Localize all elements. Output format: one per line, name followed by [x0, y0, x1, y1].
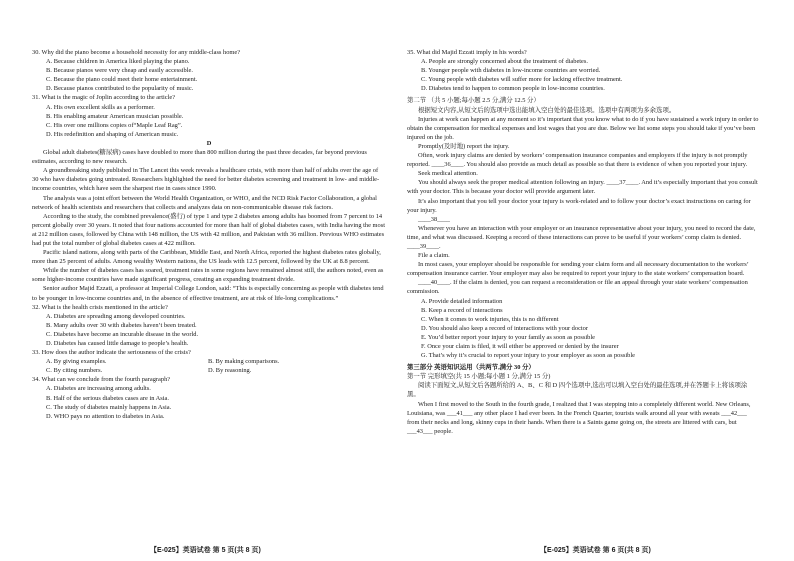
text-line: While the number of diabetes cases has soared, treatment rates in some regions have remained almost still, the authors noted, even as some higher-income countries have made significant progress, creating an expanding treatment divide. [32, 267, 384, 284]
text-line: 阅读下面短文,从短文后各题所给的 A、B、C 和 D 四个选项中,选出可以填入空白处的最佳选项,并在答题卡上将该项涂黑。 [407, 382, 748, 399]
answer-option: D. You should also keep a record of interactions with your doctor [421, 324, 589, 332]
text-line: 第一节 完形填空(共 15 小题;每小题 1 分,满分 15 分) [407, 373, 551, 381]
text-line: Seek medical attention. [418, 170, 478, 178]
text-line: It’s also important that you tell your doctor your injury is work-related and to follow your doctor’s exact instructions on caring for your injury. [407, 197, 751, 214]
answer-option: B. Because pianos were very cheap and easily accessible. [46, 67, 193, 75]
answer-option: C. Diabetes have become an incurable disease in the world. [46, 330, 199, 338]
option-pair [32, 357, 386, 366]
page-footer-left: 【E-025】英语试卷 第 5 页(共 8 页) [150, 547, 261, 554]
text-line: Often, work injury claims are denied by workers’ compensation insurance companies and employers if the injury is not promptly reported. ____36____. You should also provide as much detail as possible so that there is evidence of when you reported your injury. [407, 152, 748, 169]
text-line: 30. Why did the piano become a household necessity for any middle-class home? [32, 49, 241, 56]
answer-option: A. Diabetes are spreading among developed countries. [46, 312, 186, 320]
option-pair [32, 366, 386, 375]
text-line: ____40____. If the claim is denied, you can request a reconsideration or file an appeal through your state workers’ compensation commission. [407, 279, 748, 296]
text-line: 根据短文内容,从短文后的选项中选出能填入空白处的最佳选项。选项中有两项为多余选项。 [418, 106, 676, 114]
answer-option: B. Younger people with diabetes in low-income countries are worried. [421, 67, 601, 75]
text-line: Global adult diabetes(糖尿病) cases have doubled to more than 800 million during the past three decades, far beyond previous estimates, according to new research. [32, 149, 367, 166]
text-line: You should always seek the proper medical attention following an injury. ____37____. And it’s especially important that you consult with your doctor. This is because your doctor will provide argument later. [407, 179, 758, 196]
text-line: File a claim. [418, 252, 450, 260]
answer-option: D. Diabetes has caused little damage to people’s health. [46, 340, 189, 347]
text-line: The analysis was a joint effort between the World Health Organization, or WHO, and the NCD Risk Factor Collaboration, a global network of health scientists and researchers that collects and analyzes data on non-communicable disease risk factors. [32, 194, 377, 211]
answer-option: E. You’d better report your injury to your family as soon as possible [421, 333, 595, 341]
text-line: A groundbreaking study published in The Lancet this week reveals a healthcare crisis, with more than half of adults over the age of 30 who have diabetes going untreated. Researchers highlighted the need for better diabetes screening and treatment in low- and middle-income countries, which have seen the sharpest rise in cases since 1990. [32, 167, 380, 193]
answer-option: D. WHO pays no attention to diabetes in Asia. [46, 412, 165, 420]
text-line: 31. What is the magic of Joplin according to the article? [32, 94, 176, 102]
answer-option: B. Half of the serious diabetes cases are in Asia. [46, 394, 169, 402]
answer-option: B. His enabling amateur American musician possible. [46, 112, 184, 120]
option: B. By making comparisons. [208, 358, 280, 366]
option: A. By giving examples. [46, 358, 107, 366]
text-line: 第二节 （共 5 小题;每小题 2.5 分,满分 12.5 分） [407, 97, 540, 105]
text-line: Whenever you have an interaction with your employer or an insurance representative about your injury, you need to record the date, time, and what was discussed. Keeping a record of these interactions can prove to be useful if your workers’ comp claim is denied. ____39____. [407, 224, 756, 250]
option: C. By citing numbers. [46, 367, 103, 375]
answer-option: A. Diabetes are increasing among adults. [46, 385, 151, 393]
text-line: ____38____ [418, 215, 450, 223]
option: D. By reasoning. [208, 367, 252, 375]
text-line: 33. How does the author indicate the seriousness of the crisis? [32, 349, 191, 357]
text-line: In most cases, your employer should be responsible for sending your claim form and all necessary documentation to the workers’ compensation insurance carrier. Your employer may also be required to report your injury to the state workers’ compensation board. [407, 261, 749, 278]
text-line: Senior author Majid Ezzati, a professor at Imperial College London, said: “This is especially concerning as people with diabetes tend to be younger in low-income countries and, in the absence of effective treatment, are at risk of life-long complications.” [32, 285, 384, 302]
answer-option: D. Because pianos contributed to the popularity of music. [46, 85, 194, 93]
text-line: 34. What can we conclude from the fourth paragraph? [32, 376, 171, 384]
answer-option: F. Once your claim is filed, it will either be approved or denied by the insurer [421, 343, 619, 350]
text-line: 第三部分 英语知识运用（共两节,满分 30 分） [407, 364, 535, 372]
text-line: 35. What did Majid Ezzati imply in his words? [407, 49, 527, 56]
text-line: Promptly(及时地) report the injury. [418, 142, 510, 150]
answer-option: G. That’s why it’s crucial to report your injury to your employer as soon as possible [421, 352, 635, 360]
answer-option: C. When it comes to work injuries, this is no different [421, 315, 559, 323]
page-footer-right: 【E-025】英语试卷 第 6 页(共 8 页) [540, 547, 651, 554]
text-line: Pacific island nations, along with parts of the Caribbean, Middle East, and North Africa, reported the highest diabetes rates globally, more than 25 percent of adults. Among wealthy Western nations, the US leads with 12.5 percent, followed by the UK at 8.8 percent. [32, 249, 381, 266]
text-line: Injuries at work can happen at any moment so it’s important that you know what to do if you have sustained a work injury in order to obtain the compensation for medical expenses and lost wages that you are due. Below we list some steps you should take if you’ve been injured on the job. [407, 115, 759, 141]
answer-option: D. His redefinition and shaping of American music. [46, 130, 179, 138]
answer-option: C. The study of diabetes mainly happens in Asia. [46, 403, 172, 411]
answer-option: A. Provide detailed information [421, 297, 503, 305]
answer-option: B. Many adults over 30 with diabetes haven’t been treated. [46, 321, 197, 329]
answer-option: A. People are strongly concerned about the treatment of diabetes. [421, 58, 588, 66]
text-line: When I first moved to the South in the fourth grade, I realized that I was stepping into a completely different world. New Orleans, Louisiana, was ___41___ any other place I had ever been. In the French Quarter, tourists walk around all year with sweats ___42___ from their necks and long, skinny cups in their hands. When there is a Saints game going on, the streets are littered with cars, but ___43___ people. [407, 400, 751, 435]
right-column [407, 48, 759, 436]
answer-option: C. His over one millions copies of“Maple Leaf Rag”. [46, 121, 183, 129]
answer-option: D. Diabetes tend to happen to common people in low-income countries. [421, 85, 605, 93]
left-column [32, 48, 386, 421]
answer-option: A. Because children in America liked playing the piano. [46, 58, 190, 66]
answer-option: C. Young people with diabetes will suffer more for lacking effective treatment. [421, 76, 623, 84]
text-line: According to the study, the combined prevalence(盛行) of type 1 and type 2 diabetes among adults has boomed from 7 percent to 14 percent globally over 30 years. It noted that four nations accounted for more than half of global diabetes cases, with India having the most at 212 million cases, followed by China with 148 million, the US with 42 million, and Pakistan with 36 million. Previous WHO estimates had put the total number of global diabetes cases at 422 million. [32, 212, 385, 247]
passage-label: D [206, 139, 212, 147]
answer-option: C. Because the piano could meet their home entertainment. [46, 76, 198, 84]
text-line: 32. What is the health crisis mentioned in the article? [32, 303, 168, 311]
answer-option: B. Keep a record of interactions [421, 306, 503, 314]
answer-option: A. His own excellent skills as a performer. [46, 103, 155, 111]
